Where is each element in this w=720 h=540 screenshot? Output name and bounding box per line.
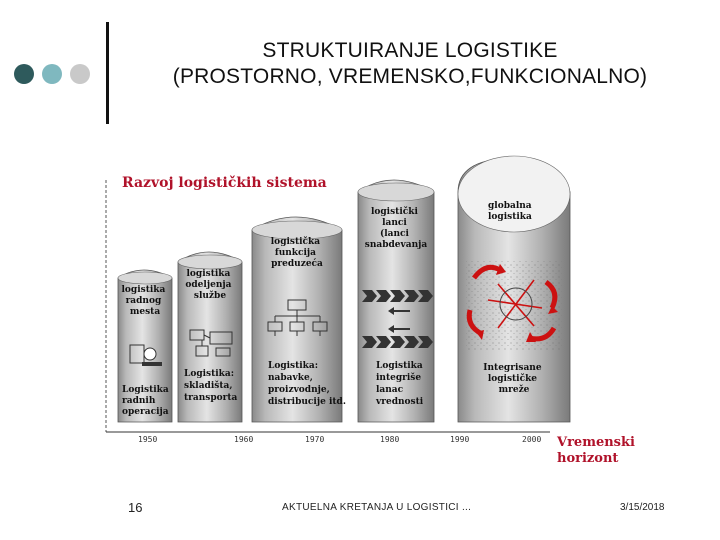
column-3 [252, 217, 346, 422]
dot-gray [70, 64, 90, 84]
decorative-dots [12, 62, 92, 86]
col2-top-3: službe [193, 291, 227, 301]
page-number: 16 [128, 500, 143, 515]
logistics-development-diagram [90, 150, 650, 480]
axis-label-line-1: Vremenski [557, 435, 635, 450]
year-tick-1990: 1990 [450, 435, 470, 444]
col2-bottom-1: Logistika: [184, 369, 235, 379]
column-1 [118, 270, 172, 422]
title-line-1: STRUKTUIRANJE LOGISTIKE [262, 39, 558, 62]
col2-bottom-3: transporta [184, 393, 238, 403]
year-tick-1960: 1960 [234, 435, 254, 444]
diagram-heading: Razvoj logističkih sistema [122, 175, 327, 191]
global-network-icon [466, 260, 562, 350]
col3-top-1: logistička [270, 237, 321, 247]
svg-text:Logistika: skladišta, [184, 369, 238, 403]
title-line-2: (PROSTORNO, VREMENSKO,FUNKCIONALNO) [172, 65, 648, 88]
col1-bottom-1: Logistika [122, 385, 169, 395]
col3-bottom-2: nabavke, [268, 373, 313, 383]
year-tick-1980: 1980 [380, 435, 400, 444]
title-divider [106, 22, 109, 124]
col4-bottom-1: Logistika [376, 361, 423, 371]
column-5 [458, 156, 570, 422]
col3-top-2: funkcija [274, 248, 317, 258]
col2-top-2: odeljenja [185, 280, 232, 290]
col3-bottom-3: proizvodnje, [268, 385, 330, 395]
col4-bottom-4: vrednosti [376, 397, 424, 407]
slide-date: 3/15/2018 [620, 502, 665, 513]
col4-bottom-3: lanac [376, 385, 404, 395]
col3-top-3: preduzeća [271, 259, 323, 269]
col1-top-2: radnog [125, 296, 162, 306]
year-tick-1970: 1970 [305, 435, 325, 444]
slide-title [120, 38, 700, 90]
col4-bottom-2: integriše [376, 373, 422, 383]
svg-text:Vremenski horizont [556, 435, 639, 466]
dot-dark [14, 64, 34, 84]
col4-top-1: logistički [370, 207, 418, 217]
year-tick-1950: 1950 [138, 435, 158, 444]
col1-bottom-3: operacija [122, 407, 169, 417]
col5-bottom-1: Integrisane [483, 363, 542, 373]
col5-top-2: logistika [488, 212, 532, 222]
col5-bottom-2: logističke [487, 374, 538, 384]
column-4 [358, 180, 434, 422]
svg-text:globalna logistika [488, 201, 535, 222]
col1-bottom-2: radnih [122, 396, 156, 406]
col5-top-1: globalna [488, 201, 532, 211]
col1-top-3: mesta [129, 307, 161, 317]
year-tick-2000: 2000 [522, 435, 542, 444]
col1-top-1: logistika [121, 285, 166, 295]
col2-top-1: logistika [186, 269, 231, 279]
col3-bottom-1: Logistika: [268, 361, 319, 371]
col4-top-2: lanci [382, 218, 407, 228]
svg-text:logistička funkcija [271, 236, 323, 269]
col4-top-4: snabdevanja [364, 240, 428, 250]
col4-top-3: (lanci [379, 229, 409, 239]
footer-text: AKTUELNA KRETANJA U LOGISTICI ... [282, 502, 472, 513]
col2-bottom-2: skladišta, [184, 381, 233, 391]
dot-teal [42, 64, 62, 84]
axis-label-line-2: horizont [557, 451, 619, 466]
column-2 [178, 252, 242, 422]
col5-bottom-3: mreže [498, 385, 530, 395]
col3-bottom-4: distribucije itd. [268, 397, 346, 407]
